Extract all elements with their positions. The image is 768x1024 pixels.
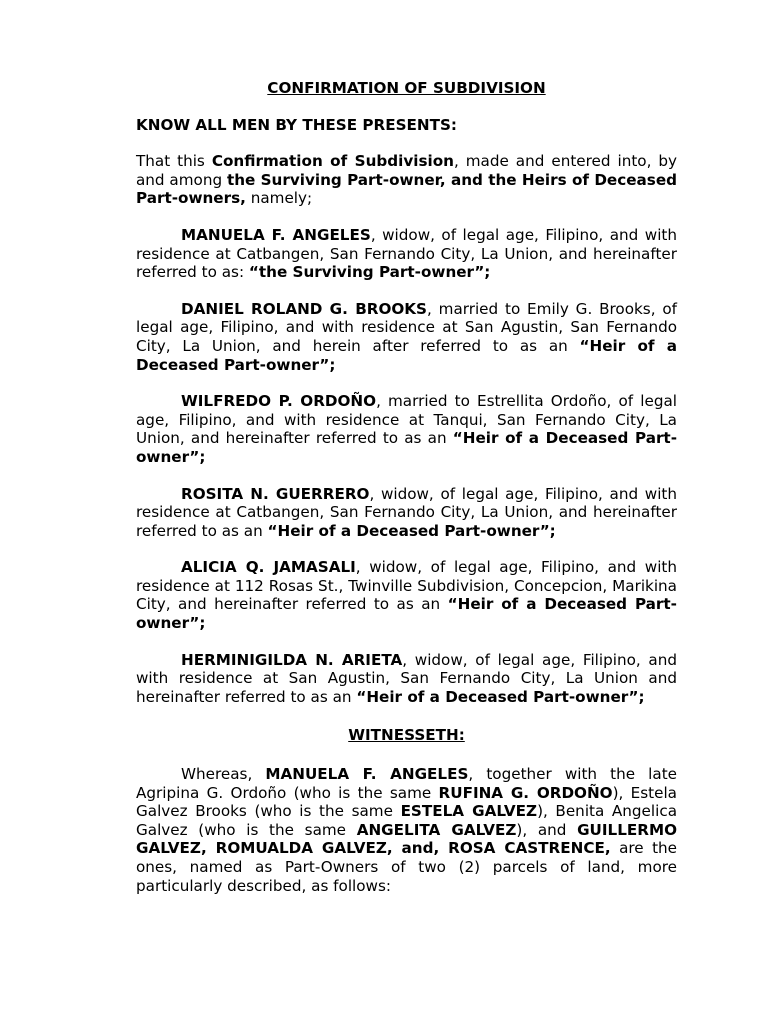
party-description: , widow, of legal age, Filipino, and with residence at Catbangen, San Fernando City, La Union, and hereinafter referred to as: bbox=[136, 225, 678, 282]
party-paragraph bbox=[136, 300, 677, 374]
party-role: “Heir of a Deceased Part-owner”; bbox=[267, 521, 556, 540]
whereas-text: ), and bbox=[516, 820, 578, 839]
intro-text: That this bbox=[136, 152, 212, 171]
party-paragraph bbox=[136, 558, 677, 632]
document-title: CONFIRMATION OF SUBDIVISION bbox=[267, 79, 546, 97]
party-name: ROSITA N. GUERRERO bbox=[181, 484, 370, 503]
intro-bold-parties: the Surviving Part-owner, and the Heirs of Deceased Part-owners, bbox=[136, 170, 677, 208]
whereas-bold-names: GUILLERMO GALVEZ, ROMUALDA GALVEZ, and, ROSA CASTRENCE, bbox=[136, 820, 677, 858]
whereas-bold-name: ANGELITA GALVEZ bbox=[356, 820, 517, 839]
party-name: HERMINIGILDA N. ARIETA bbox=[181, 650, 403, 669]
party-role: “Heir of a Deceased Part-owner”; bbox=[136, 429, 677, 466]
opening-clause: KNOW ALL MEN BY THESE PRESENTS: bbox=[136, 115, 457, 134]
whereas-bold-name: ESTELA GALVEZ bbox=[400, 802, 538, 821]
whereas-paragraph bbox=[136, 765, 677, 895]
party-paragraph bbox=[136, 392, 677, 466]
party-role: “Heir of a Deceased Part-owner”; bbox=[136, 595, 677, 633]
party-name: DANIEL ROLAND G. BROOKS bbox=[181, 299, 427, 318]
whereas-text: , together with the late Agripina G. Ordoño (who is the same bbox=[136, 765, 677, 802]
intro-text: namely; bbox=[245, 189, 313, 208]
whereas-bold-name: MANUELA F. ANGELES bbox=[265, 765, 469, 784]
party-role: “Heir of a Deceased Part-owner”; bbox=[136, 336, 677, 374]
whereas-text: ), Estela Galvez Brooks (who is the same bbox=[136, 783, 677, 821]
party-role: “the Surviving Part-owner”; bbox=[248, 263, 491, 282]
witnesseth-heading: WITNESSETH: bbox=[348, 726, 465, 745]
party-paragraph bbox=[136, 226, 677, 282]
party-paragraph bbox=[136, 651, 677, 707]
intro-bold-title: Confirmation of Subdivision bbox=[211, 152, 454, 171]
party-description: , married to Estrellita Ordoño, of legal age, Filipino, and with residence at Tanqui, San Fernando City, La Union, and hereinafter referred to as an bbox=[136, 392, 677, 448]
intro-paragraph bbox=[136, 152, 677, 208]
party-name: MANUELA F. ANGELES bbox=[181, 225, 371, 244]
whereas-text: ), Benita Angelica Galvez (who is the same bbox=[136, 802, 677, 839]
party-paragraph bbox=[136, 485, 677, 541]
party-description: , widow, of legal age, Filipino, and with residence at San Agustin, San Fernando City, La Union and hereinafter referred to as an bbox=[136, 650, 677, 706]
party-description: , married to Emily G. Brooks, of legal age, Filipino, and with residence at San Agustin, San Fernando City, La Union, and herein after referred to as an bbox=[136, 299, 677, 355]
party-role: “Heir of a Deceased Part-owner”; bbox=[356, 687, 645, 706]
party-name: ALICIA Q. JAMASALI bbox=[181, 558, 356, 577]
whereas-text: are the ones, named as Part-Owners of two (2) parcels of land, more particularly described, as follows: bbox=[136, 839, 678, 895]
party-description: , widow, of legal age, Filipino, and with residence at 112 Rosas St., Twinville Subdivision, Concepcion, Marikina City, and hereinafter referred to as an bbox=[136, 558, 677, 614]
whereas-text: Whereas, bbox=[181, 765, 266, 784]
document-page bbox=[136, 79, 677, 895]
whereas-bold-name: RUFINA G. ORDOÑO bbox=[438, 783, 613, 802]
party-description: , widow, of legal age, Filipino, and with residence at Catbangen, San Fernando City, La Union, and hereinafter referred to as an bbox=[136, 484, 678, 540]
party-name: WILFREDO P. ORDOÑO bbox=[181, 392, 377, 411]
intro-text: , made and entered into, by and among bbox=[136, 152, 677, 189]
